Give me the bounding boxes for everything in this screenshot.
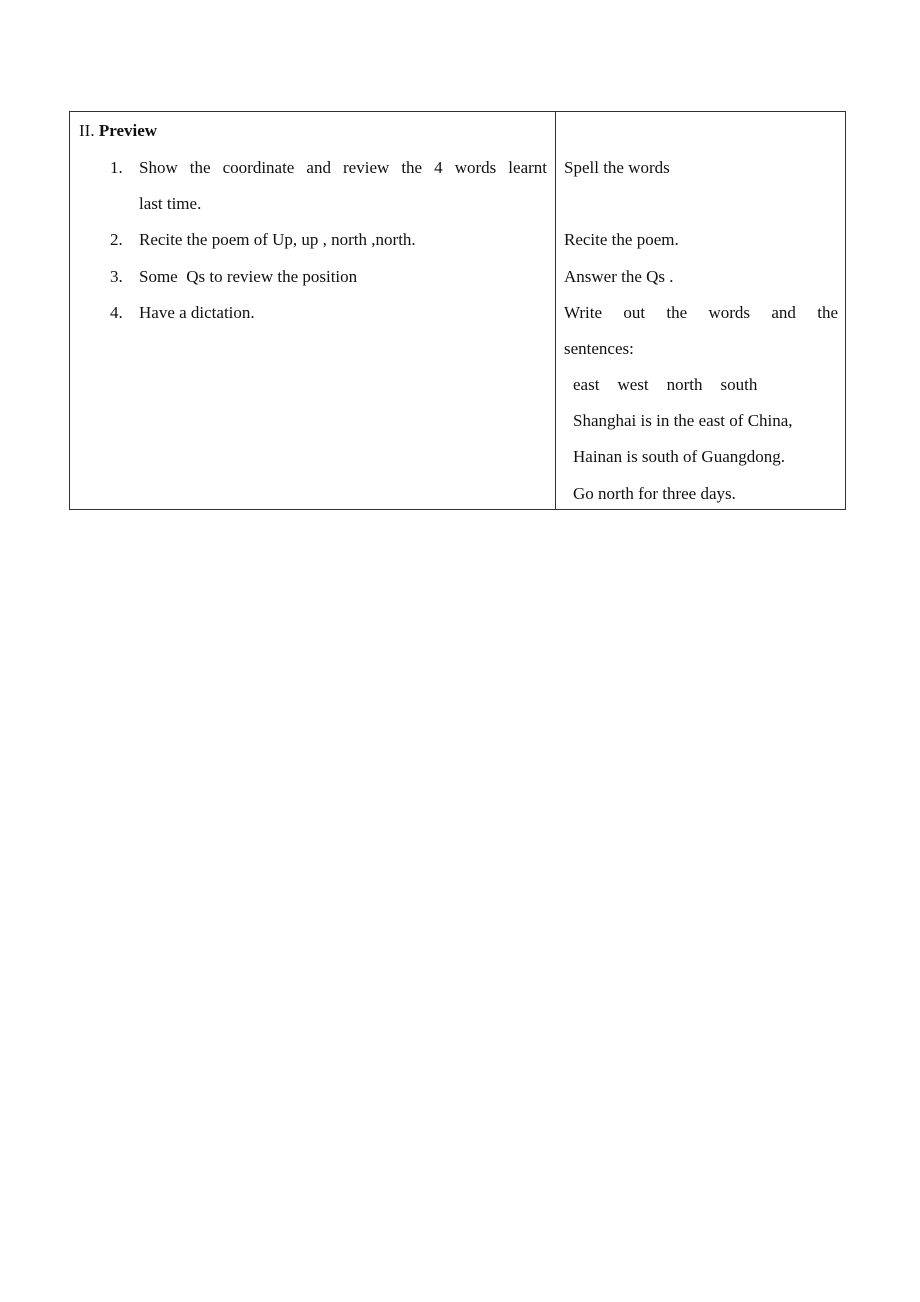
dictation-words bbox=[573, 375, 775, 395]
step-number: 3. bbox=[110, 267, 123, 286]
step-text: Recite the poem of Up, up , north ,north. bbox=[139, 230, 416, 249]
activity-answer: Answer the Qs . bbox=[564, 267, 674, 286]
activity-spell: Spell the words bbox=[564, 158, 670, 177]
step-number: 1. bbox=[110, 158, 123, 177]
step-text: Have a dictation. bbox=[139, 303, 255, 322]
lesson-plan-table bbox=[69, 111, 846, 510]
dictation-sentence: Shanghai is in the east of China, bbox=[573, 411, 793, 430]
activity-recite: Recite the poem. bbox=[564, 230, 679, 249]
dictation-word: south bbox=[720, 375, 758, 394]
section-title: Preview bbox=[98, 121, 158, 140]
step-number: 2. bbox=[110, 230, 123, 249]
section-numeral: II. bbox=[79, 121, 95, 140]
activity-write: Write out the words and the bbox=[564, 303, 838, 322]
activity-write-continued: sentences: bbox=[564, 339, 634, 358]
dictation-word: west bbox=[617, 375, 649, 394]
dictation-word: east bbox=[573, 375, 600, 394]
section-heading bbox=[79, 121, 157, 141]
dictation-word: north bbox=[666, 375, 703, 394]
step-number: 4. bbox=[110, 303, 123, 322]
step-text-continued: last time. bbox=[139, 194, 202, 213]
dictation-sentence: Hainan is south of Guangdong. bbox=[573, 447, 786, 466]
step-text: Some Qs to review the position bbox=[139, 267, 358, 286]
step-text: Show the coordinate and review the 4 words learnt bbox=[139, 158, 547, 177]
dictation-sentence: Go north for three days. bbox=[573, 484, 736, 503]
teacher-activities-column bbox=[70, 112, 556, 509]
student-activities-column bbox=[556, 112, 845, 509]
